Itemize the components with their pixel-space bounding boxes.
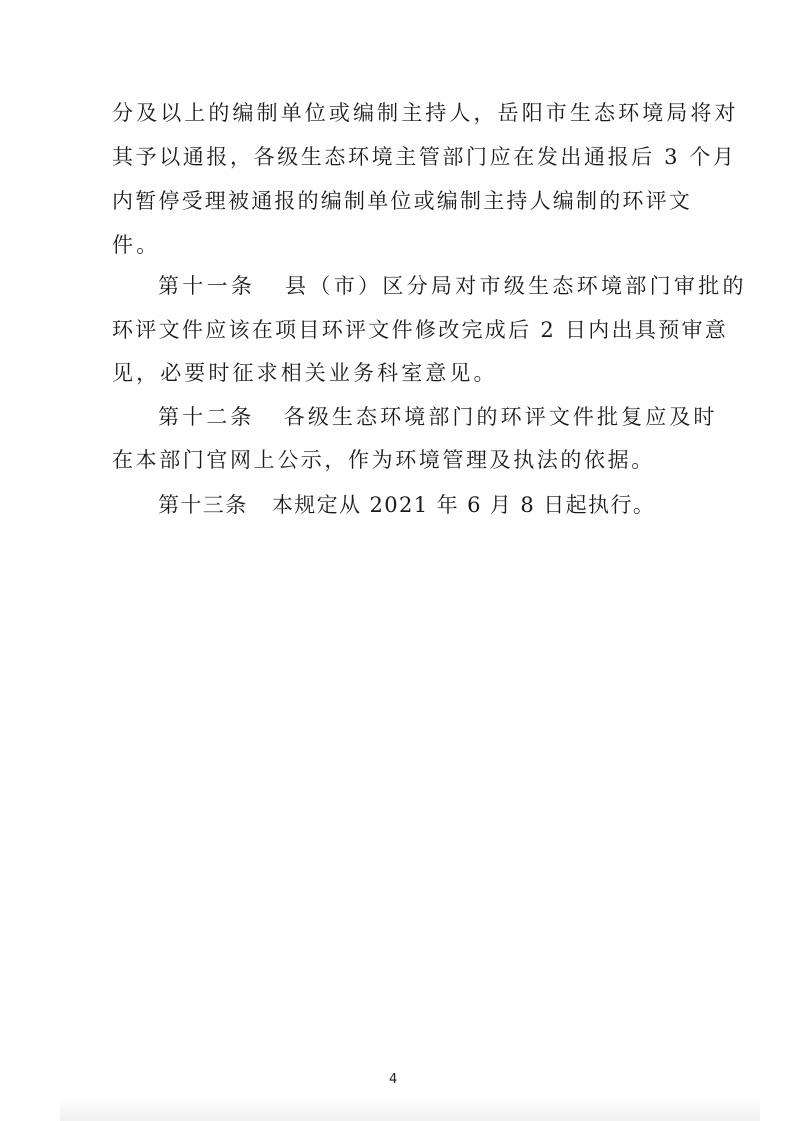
paragraph-line: 件。	[112, 233, 161, 257]
paragraph-line: 其予以通报，各级生态环境主管部门应在发出通报后 3 个月	[112, 145, 737, 169]
article-11-line: 见，必要时征求相关业务科室意见。	[112, 361, 498, 385]
article-13-line: 第十三条 本规定从 2021 年 6 月 8 日起执行。	[158, 493, 656, 517]
article-12-line: 在本部门官网上公示，作为环境管理及执法的依据。	[112, 448, 655, 472]
paragraph-line: 分及以上的编制单位或编制主持人，岳阳市生态环境局将对	[112, 101, 739, 125]
article-11-line: 环评文件应该在项目环评文件修改完成后 2 日内出具预审意	[112, 318, 729, 342]
page-number: 4	[389, 1072, 398, 1087]
paragraph-line: 内暂停受理被通报的编制单位或编制主持人编制的环评文	[112, 189, 692, 213]
scan-shadow	[60, 1099, 760, 1121]
article-12-line: 第十二条 各级生态环境部门的环评文件批复应及时	[158, 405, 718, 429]
article-11-line: 第十一条 县（市）区分局对市级生态环境部门审批的	[158, 274, 747, 298]
